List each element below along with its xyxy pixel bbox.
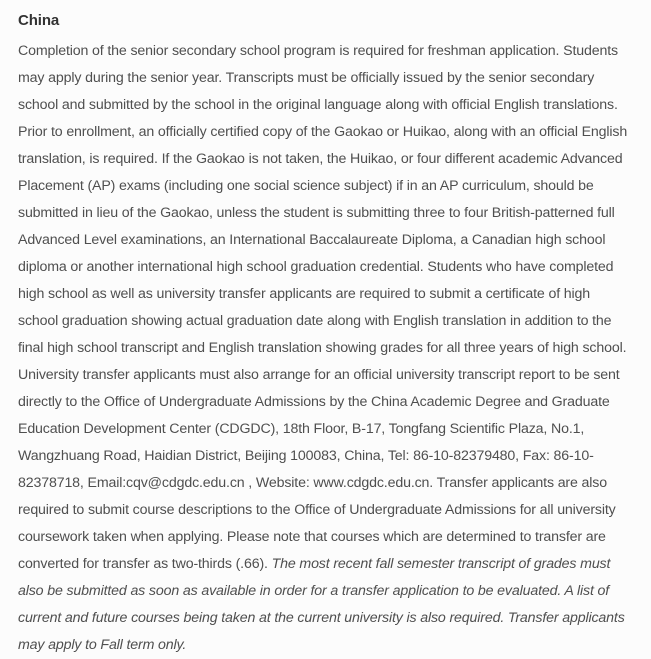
paragraph-italic-text: The most recent fall semester transcript of grades must also be submitted as soon as available in order for a transfer application to be evaluated. A list of current and future courses being taken at the current university is also required. Transfer applicants may apply to Fall term only.: [18, 556, 625, 653]
section-heading: China: [18, 12, 60, 29]
body-paragraph: [18, 38, 633, 659]
paragraph-regular-text: Completion of the senior secondary school program is required for freshman application. Students may apply during the senior year. Transcripts must be officially issued by the senior secondary school and submitted by the school in the original language along with official English translations. Prior to enrollment, an officially certified copy of the Gaokao or Huikao, along with an official English translation, is required. If the Gaokao is not taken, the Huikao, or four different academic Advanced Placement (AP) exams (including one social science subject) if in an AP curriculum, should be submitted in lieu of the Gaokao, unless the student is submitting three to four British-patterned full Advanced Level examinations, an International Baccalaureate Diploma, a Canadian high school diploma or another international high school graduation credential. Students who have completed high school as well as university transfer applicants are required to submit a certificate of high school graduation showing actual graduation date along with English translation in addition to the final high school transcript and English translation showing grades for all three years of high school. University transfer applicants must also arrange for an official university transcript report to be sent directly to the Office of Undergraduate Admissions by the China Academic Degree and Graduate Education Development Center (CDGDC), 18th Floor, B-17, Tongfang Scientific Plaza, No.1, Wangzhuang Road, Haidian District, Beijing 100083, China, Tel: 86-10-82379480, Fax: 86-10-82378718, Email:cqv@cdgdc.edu.cn , Website: www.cdgdc.edu.cn. Transfer applicants are also required to submit course descriptions to the Office of Undergraduate Admissions for all university coursework taken when applying. Please note that courses which are determined to transfer are converted for transfer as two-thirds (.66).: [18, 43, 628, 572]
